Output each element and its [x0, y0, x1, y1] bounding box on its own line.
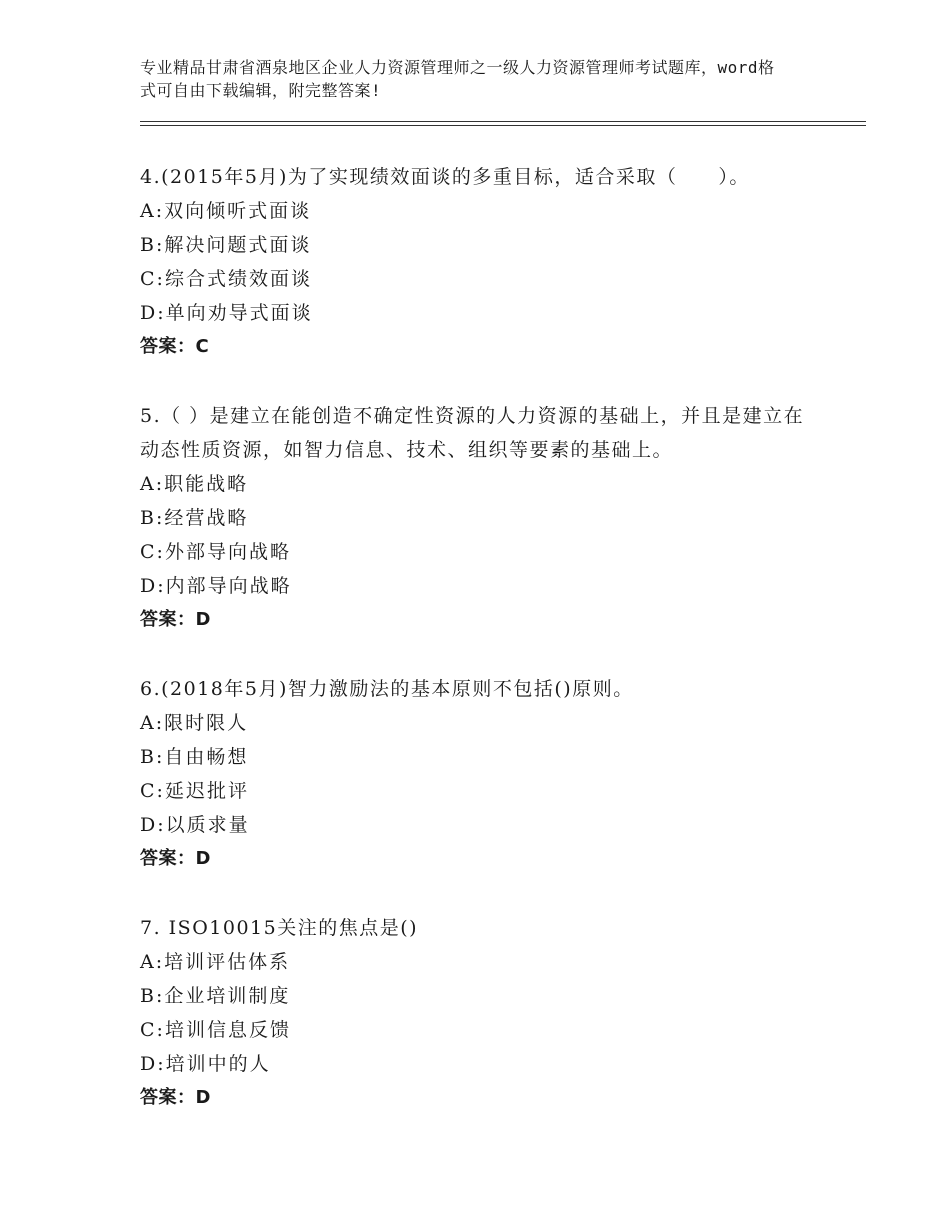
option-d: D:单向劝导式面谈 [140, 302, 313, 324]
answer: 答案：D [140, 609, 211, 630]
option-a: A:培训评估体系 [140, 951, 291, 973]
option-c: C:培训信息反馈 [140, 1019, 291, 1041]
option-b: B:企业培训制度 [140, 985, 291, 1007]
question-stem: 4.(2015年5月)为了实现绩效面谈的多重目标，适合采取（ ）。 [140, 166, 750, 188]
option-d: D:以质求量 [140, 814, 250, 836]
option-c: C:综合式绩效面谈 [140, 268, 312, 290]
option-b: B:经营战略 [140, 507, 249, 529]
answer: 答案：D [140, 848, 211, 869]
question-6 [140, 672, 820, 876]
document-header [140, 56, 780, 102]
option-a: A:双向倾听式面谈 [140, 200, 312, 222]
option-b: B:自由畅想 [140, 746, 249, 768]
header-rule-bottom [140, 125, 866, 126]
option-b: B:解决问题式面谈 [140, 234, 312, 256]
option-a: A:限时限人 [140, 712, 249, 734]
option-d: D:内部导向战略 [140, 575, 292, 597]
question-7 [140, 911, 820, 1115]
question-stem: 7. ISO10015关注的焦点是() [140, 917, 419, 939]
question-stem: 6.(2018年5月)智力激励法的基本原则不包括()原则。 [140, 678, 634, 700]
question-5 [140, 399, 820, 637]
option-c: C:外部导向战略 [140, 541, 291, 563]
answer: 答案：D [140, 1087, 211, 1108]
question-4 [140, 160, 820, 364]
header-title: 专业精品甘肃省酒泉地区企业人力资源管理师之一级人力资源管理师考试题库，word格式可自由下载编辑，附完整答案! [140, 58, 775, 100]
option-c: C:延迟批评 [140, 780, 249, 802]
question-stem: 5.（ ）是建立在能创造不确定性资源的人力资源的基础上，并且是建立在动态性质资源，如智力信息、技术、组织等要素的基础上。 [140, 405, 805, 461]
option-a: A:职能战略 [140, 473, 249, 495]
answer: 答案：C [140, 336, 210, 357]
option-d: D:培训中的人 [140, 1053, 271, 1075]
header-rule-top [140, 121, 866, 122]
